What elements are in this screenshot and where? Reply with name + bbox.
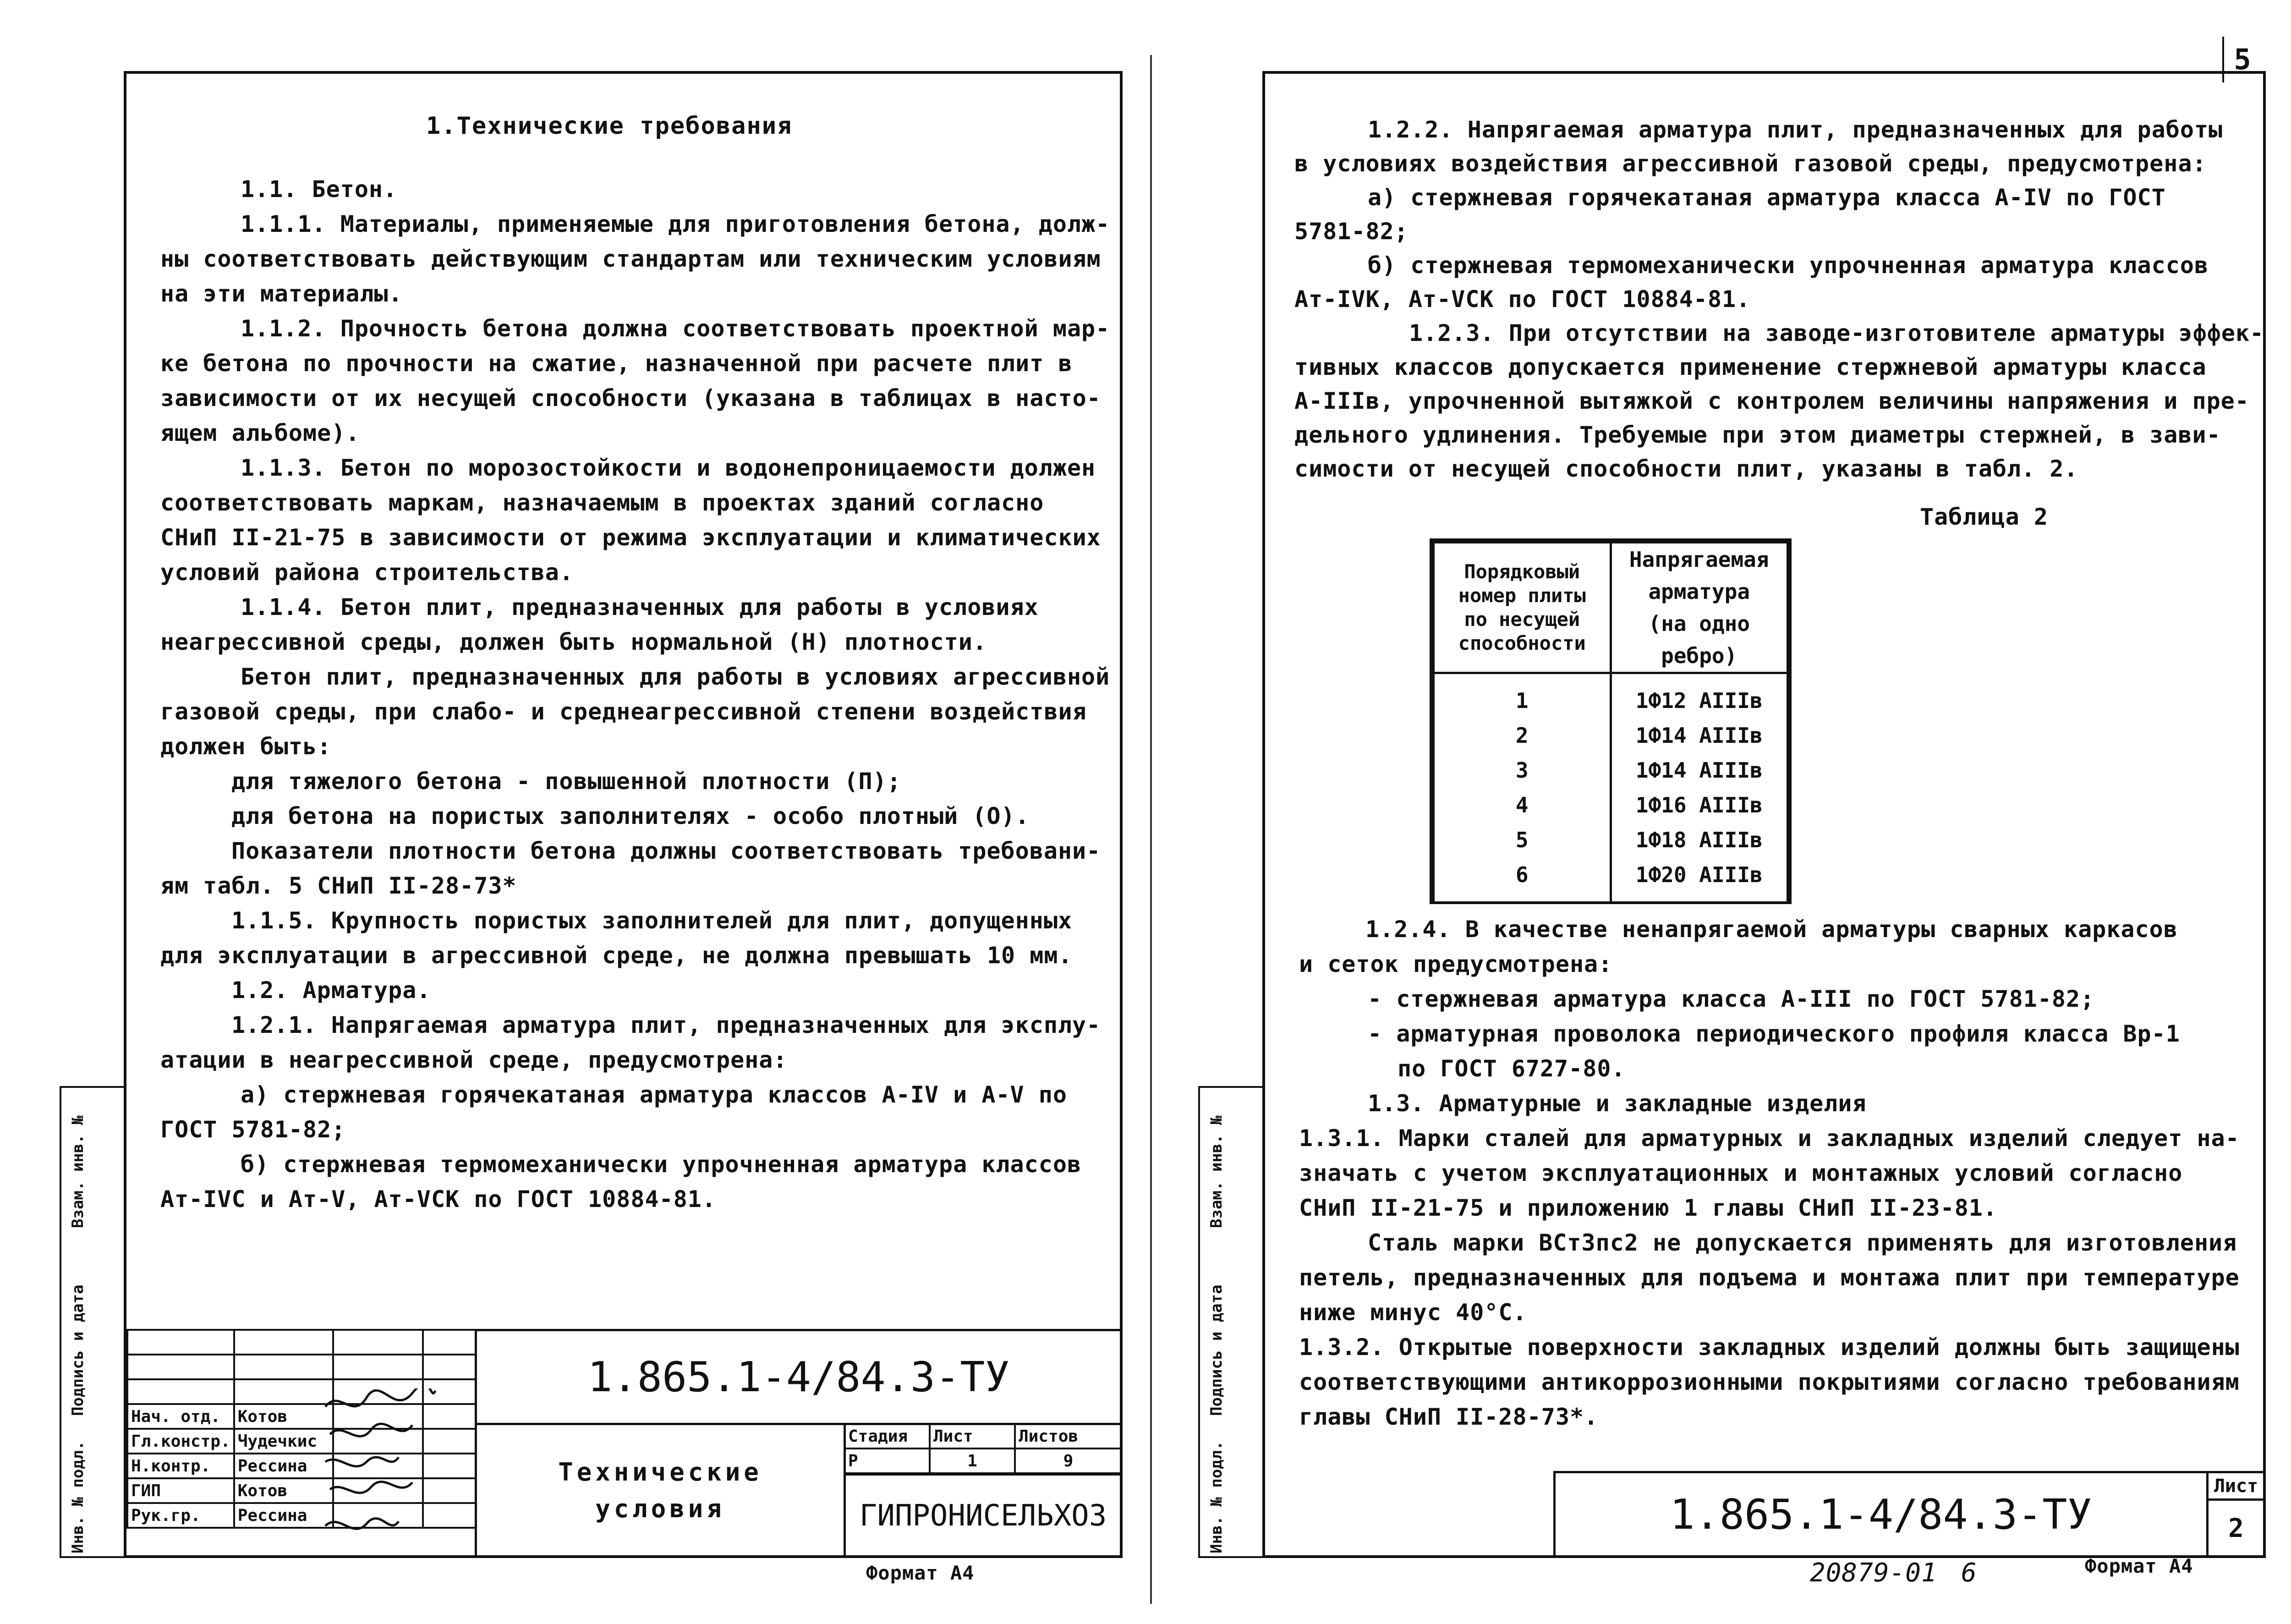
text-line: для бетона на пористых заполнителях - особо плотный (О). — [231, 803, 1030, 829]
table-col2-header: Напрягаемая арматура (на одно ребро) — [1611, 543, 1788, 673]
text-line: ниже минус 40°С. — [1299, 1299, 1527, 1326]
text-line: для тяжелого бетона - повышенной плотности (П); — [231, 768, 901, 795]
table-cell-rebar: 1Ф14 АIIIв — [1635, 723, 1763, 748]
text-line: симости от несущей способности плит, указаны в табл. 2. — [1294, 455, 2078, 482]
name-1: Чудечкис — [234, 1429, 333, 1454]
name-2: Рессина — [234, 1454, 333, 1478]
text-line: СНиП II-21-75 и приложению 1 главы СНиП II-23-81. — [1299, 1195, 1998, 1221]
text-line: ке бетона по прочности на сжатие, назначенной при расчете плит в — [160, 350, 1073, 377]
table-cell-number: 4 — [1515, 793, 1529, 817]
text-line: газовой среды, при слабо- и среднеагрессивной степени воздействия — [160, 698, 1087, 725]
table-cell-rebar: 1Ф16 АIIIв — [1635, 793, 1763, 817]
text-line: - арматурная проволока периодического профиля класса Вр-1 — [1368, 1020, 2180, 1047]
text-line: Ат-IVС и Ат-V, Ат-VСК по ГОСТ 10884-81. — [160, 1186, 716, 1213]
text-line: неагрессивной среды, должен быть нормальной (Н) плотности. — [160, 629, 987, 655]
stage-label: Стадия — [844, 1424, 930, 1448]
right-sheet-value-cell — [2206, 1498, 2266, 1558]
text-line: зависимости от их несущей способности (указана в таблицах в насто- — [160, 385, 1101, 411]
text-line: 1.1.3. Бетон по морозостойкости и водонепроницаемости должен — [241, 455, 1096, 481]
org-name: ГИПРОНИСЕЛЬХОЗ — [859, 1498, 1107, 1533]
rebar-table — [1430, 538, 1792, 904]
right-doc-code-cell — [1553, 1471, 2209, 1558]
text-line: главы СНиП II-28-73*. — [1299, 1404, 1599, 1430]
text-line: в условиях воздействия агрессивной газовой среды, предусмотрена: — [1294, 150, 2207, 177]
table-cell-number: 5 — [1515, 828, 1529, 852]
left-doc-code-text: 1.865.1-4/84.3-ТУ — [587, 1353, 1010, 1401]
role-1: Гл.констр. — [127, 1429, 234, 1454]
table-cell-number: 2 — [1515, 723, 1529, 748]
table-cell-rebar: 1Ф20 АIIIв — [1635, 862, 1763, 887]
text-line: 1.2.3. При отсутствии на заводе-изготовителе арматуры эффек- — [1409, 320, 2264, 346]
text-line: 1.2.2. Напрягаемая арматура плит, предназначенных для работы — [1368, 116, 2223, 143]
doc-name-cell — [475, 1423, 846, 1558]
text-line: СНиП II-21-75 в зависимости от режима эксплуатации и климатических — [160, 524, 1101, 551]
text-line: 1.3. Арматурные и закладные изделия — [1368, 1090, 1867, 1117]
table-col1-header: Порядковый номер плиты по несущей способности — [1434, 543, 1611, 673]
text-line: и сеток предусмотрена: — [1299, 951, 1613, 977]
role-4: Рук.гр. — [127, 1503, 234, 1528]
text-line: 1.2. Арматура. — [231, 977, 431, 1004]
text-line: Ат-IVК, Ат-VСК по ГОСТ 10884-81. — [1294, 286, 1751, 313]
text-line: 1.2.4. В качестве ненапрягаемой арматуры сварных каркасов — [1365, 916, 2178, 943]
text-line: ны соответствовать действующим стандартам или техническим условиям — [160, 246, 1101, 272]
right-side-label-inv: Инв. № подл. — [1207, 1441, 1226, 1553]
text-line: Показатели плотности бетона должны соответствовать требовани- — [231, 838, 1101, 864]
table-cell-rebar: 1Ф14 АIIIв — [1635, 758, 1763, 783]
table-col2-values — [1611, 673, 1788, 902]
text-line: тивных классов допускается применение стержневой арматуры класса — [1294, 354, 2207, 380]
text-line: 1.1. Бетон. — [241, 176, 398, 203]
right-format: Формат А4 — [2085, 1555, 2193, 1577]
name-4: Рессина — [234, 1503, 333, 1528]
org-cell — [844, 1473, 1123, 1558]
text-line: б) стержневая термомеханически упрочненная арматура классов — [241, 1151, 1082, 1178]
table-cell-rebar: 1Ф18 АIIIв — [1635, 828, 1763, 852]
right-sheet-value: 2 — [2228, 1513, 2244, 1543]
sheet-label: Лист — [930, 1424, 1015, 1448]
name-3: Котов — [234, 1478, 333, 1503]
right-side-label-vzam: Взам. инв. № — [1207, 1115, 1226, 1228]
role-3: ГИП — [127, 1478, 234, 1503]
text-line: 1.1.2. Прочность бетона должна соответствовать проектной мар- — [241, 315, 1110, 342]
name-0: Котов — [234, 1404, 333, 1429]
text-line: должен быть: — [160, 733, 332, 760]
text-line: 1.1.4. Бетон плит, предназначенных для работы в условиях — [241, 594, 1039, 620]
text-line: дельного удлинения. Требуемые при этом диаметры стержней, в зави- — [1294, 422, 2221, 448]
text-line: 1.3.1. Марки сталей для арматурных и закладных изделий следует на- — [1299, 1125, 2240, 1152]
left-side-label-inv: Инв. № подл. — [69, 1441, 87, 1553]
table-cell-rebar: 1Ф12 АIIIв — [1635, 688, 1763, 713]
doc-name-line1: Технические — [558, 1457, 762, 1487]
text-line: а) стержневая горячекатаная арматура классов А-IV и А-V по — [241, 1081, 1067, 1108]
role-2: Н.контр. — [127, 1454, 234, 1478]
right-sheet-label-cell — [2206, 1471, 2266, 1501]
text-line: соответствующими антикоррозионными покрытиями согласно требованиям — [1299, 1369, 2240, 1395]
text-line: петель, предназначенных для подъема и монтажа плит при температуре — [1299, 1264, 2240, 1291]
text-line: для эксплуатации в агрессивной среде, не должна превышать 10 мм. — [160, 942, 1073, 969]
doc-name-line2: условия — [595, 1494, 725, 1523]
left-doc-code — [475, 1329, 1123, 1425]
text-line: 5781-82; — [1294, 218, 1409, 245]
text-line: 1.1.5. Крупность пористых заполнителей для плит, допущенных — [231, 907, 1073, 934]
text-line: ГОСТ 5781-82; — [160, 1116, 346, 1143]
table-caption: Таблица 2 — [1920, 504, 2048, 530]
sheets-label: Листов — [1015, 1424, 1122, 1448]
stage-table — [844, 1423, 1123, 1474]
text-line: 1.1.1. Материалы, применяемые для приготовления бетона, долж- — [241, 211, 1110, 237]
signatures — [321, 1388, 440, 1553]
text-line: - стержневая арматура класса А-III по ГОСТ 5781-82; — [1368, 986, 2095, 1012]
text-line: ям табл. 5 СНиП II-28-73* — [160, 872, 517, 899]
text-line: атации в неагрессивной среде, предусмотрена: — [160, 1047, 788, 1073]
text-line: Сталь марки ВСт3пс2 не допускается применять для изготовления — [1368, 1229, 2237, 1256]
page-number: 5 — [2222, 37, 2261, 82]
table-cell-number: 6 — [1515, 862, 1529, 887]
left-title: 1.Технические требования — [426, 112, 793, 140]
table-cell-number: 3 — [1515, 758, 1529, 783]
text-line: Бетон плит, предназначенных для работы в условиях агрессивной — [241, 664, 1110, 690]
table-cell-number: 1 — [1515, 688, 1529, 713]
text-line: а) стержневая горячекатаная арматура класса А-IV по ГОСТ — [1368, 184, 2166, 211]
text-line: б) стержневая термомеханически упрочненная арматура классов — [1368, 252, 2209, 279]
text-line: значать с учетом эксплуатационных и монтажных условий согласно — [1299, 1160, 2183, 1186]
text-line: А-IIIв, упрочненной вытяжкой с контролем величины напряжения и пре- — [1294, 388, 2249, 414]
role-0: Нач. отд. — [127, 1404, 234, 1429]
text-line: соответствовать маркам, назначаемым в проектах зданий согласно — [160, 489, 1044, 516]
text-line: на эти материалы. — [160, 280, 403, 307]
fold-line — [1150, 55, 1152, 1604]
text-line: 1.2.1. Напрягаемая арматура плит, предназначенных для эксплу- — [231, 1012, 1101, 1038]
right-side-label-sign: Подпись и дата — [1207, 1284, 1226, 1416]
right-sheet-label: Лист — [2214, 1475, 2258, 1497]
bottom-number2: 6 — [1961, 1558, 1977, 1588]
stage-value: Р — [844, 1448, 930, 1473]
left-side-label-sign: Подпись и дата — [69, 1284, 87, 1416]
left-side-label-vzam: Взам. инв. № — [69, 1115, 87, 1228]
table-col1-values — [1434, 673, 1611, 902]
left-format: Формат А4 — [866, 1562, 975, 1584]
right-doc-code: 1.865.1-4/84.3-ТУ — [1670, 1490, 2092, 1539]
bottom-number: 20879-01 — [1810, 1558, 1937, 1588]
sheets-value: 9 — [1015, 1448, 1122, 1473]
text-line: по ГОСТ 6727-80. — [1398, 1055, 1626, 1082]
text-line: 1.3.2. Открытые поверхности закладных изделий должны быть защищены — [1299, 1334, 2240, 1361]
text-line: ящем альбоме). — [160, 420, 360, 446]
sheet-value: 1 — [930, 1448, 1015, 1473]
text-line: условий района строительства. — [160, 559, 574, 586]
